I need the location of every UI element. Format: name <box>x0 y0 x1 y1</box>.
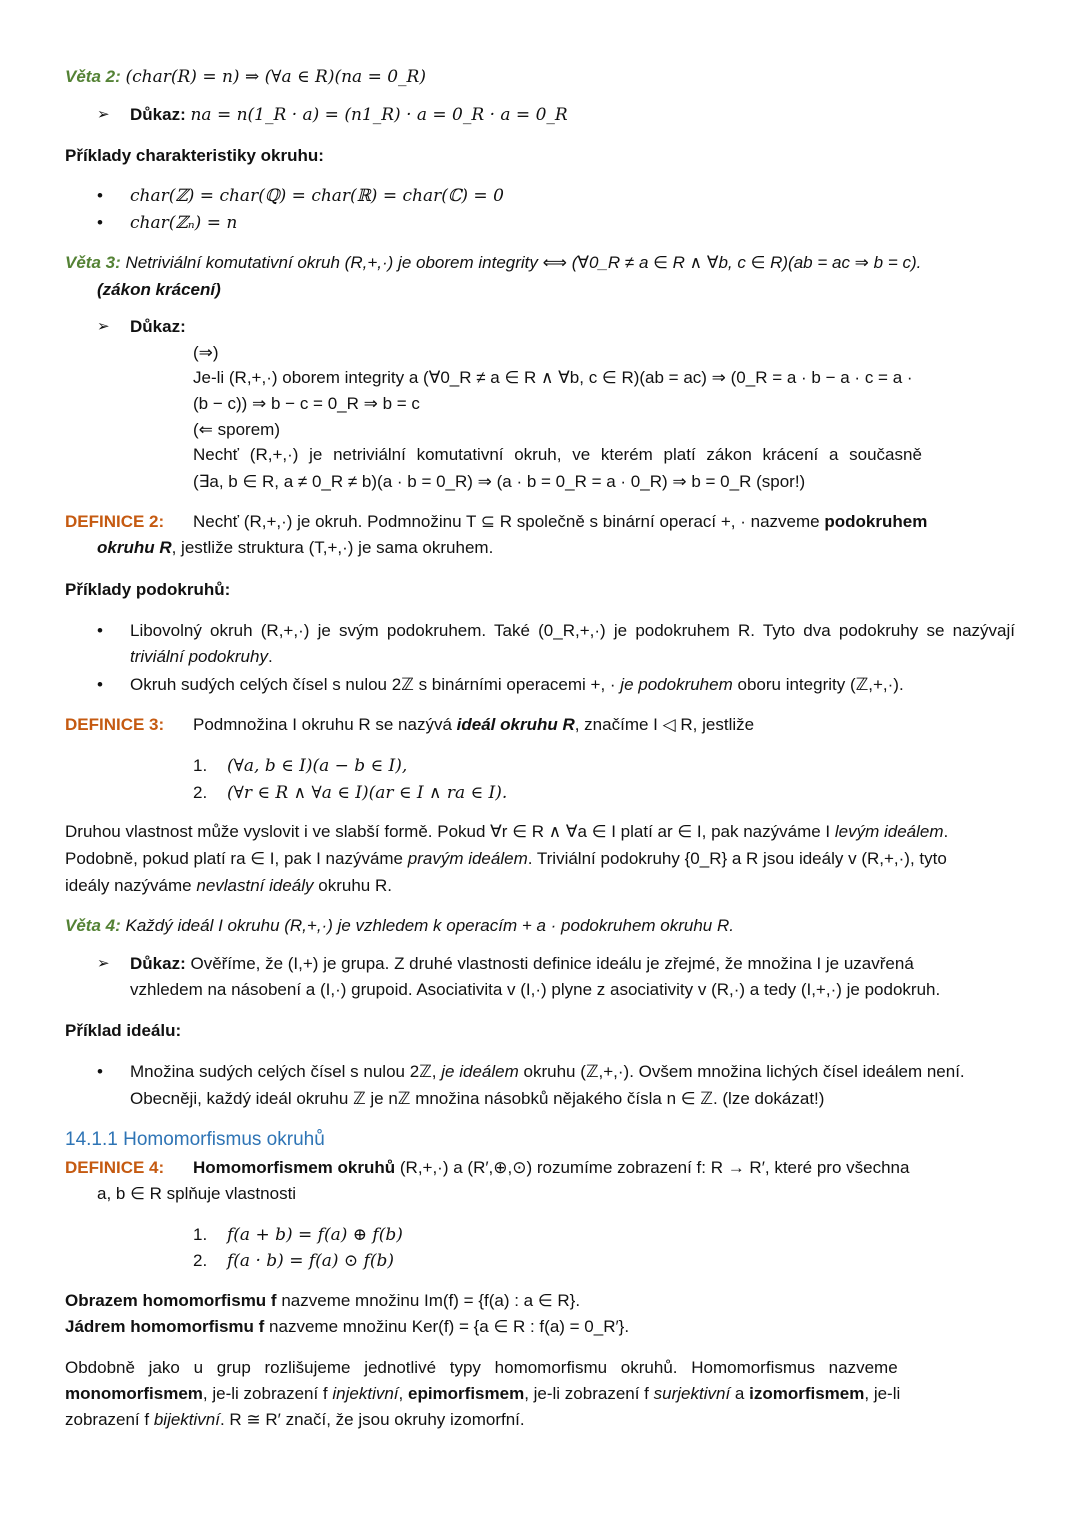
bullet-icon: • <box>97 675 103 694</box>
paragraph-line: ideály nazýváme nevlastní ideály okruhu R. <box>65 876 392 895</box>
examples-char-title: Příklady charakteristiky okruhu: <box>65 146 324 165</box>
definition-2-line2: okruhu R, jestliže struktura (T,+,·) je sama okruhem. <box>97 538 494 557</box>
proof-2 <box>130 102 1015 128</box>
paragraph-line: monomorfismem, je-li zobrazení f injektivní, epimorfismem, je-li zobrazení f surjektivní a izomorfismem, je-li <box>65 1384 901 1403</box>
arrow-bullet-icon: ➢ <box>97 106 110 123</box>
list-number: 1. <box>193 756 208 775</box>
proof-line: (⇐ sporem) <box>193 420 280 439</box>
list-item: • Libovolný okruh (R,+,·) je svým podokruhem. Také (0_R,+,·) je podokruhem R. Tyto dva podokruhy se nazývají triviální podokruhy. <box>97 618 1015 670</box>
definition-4-line1: Homomorfismem okruhů (R,+,·) a (R′,⊕,⊙) rozumíme zobrazení f: R → R′, které pro všechna <box>193 1158 910 1177</box>
paragraph-line: Obdobně jako u grup rozlišujeme jednotlivé typy homomorfismu okruhů. Homomorfismus nazveme <box>65 1358 898 1377</box>
theorem-text: Netriviální komutativní okruh (R,+,·) je oborem integrity ⟺ (∀0_R ≠ a ∈ R ∧ ∀b, c ∈ R)(ab = ac ⇒ b = c). <box>125 253 922 272</box>
proof-4-line2: vzhledem na násobení a (I,·) grupoid. Asociativita v (I,·) plyne z asociativity v (R,·) a tedy (I,+,·) je podokruh. <box>130 980 941 999</box>
arrow-bullet-icon: ➢ <box>97 955 110 972</box>
theorem-text: Každý ideál I okruhu (R,+,·) je vzhledem k operacím + a · podokruhem okruhu R. <box>125 916 734 935</box>
paragraph-line: Druhou vlastnost může vyslovit i ve slabší formě. Pokud ∀r ∈ R ∧ ∀a ∈ I platí ar ∈ I, pak nazýváme I levým ideálem. <box>65 822 949 841</box>
arrow-bullet-icon: ➢ <box>97 318 110 335</box>
proof-line: Je-li (R,+,·) oborem integrity a (∀0_R ≠ a ∈ R ∧ ∀b, c ∈ R)(ab = ac) ⇒ (0_R = a · b − a · c = a · <box>193 368 913 387</box>
examples-sub-title: Příklady podokruhů: <box>65 580 231 599</box>
definition-4-line2: a, b ∈ R splňuje vlastnosti <box>97 1184 297 1203</box>
list-number: 1. <box>193 1225 208 1244</box>
theorem-label: Věta 2: <box>65 67 121 86</box>
proof-label: Důkaz: <box>130 105 186 124</box>
theorem-formula: (char(R) = n) ⇒ (∀a ∈ R)(na = 0_R) <box>125 67 426 87</box>
proof-line: (b − c)) ⇒ b − c = 0_R ⇒ b = c <box>193 394 420 413</box>
proof-line: (∃a, b ∈ R, a ≠ 0_R ≠ b)(a · b = 0_R) ⇒ (a · b = 0_R = a · 0_R) ⇒ b = 0_R (spor!) <box>193 472 806 491</box>
definition-label: DEFINICE 3: <box>65 715 165 734</box>
example-ideal-title: Příklad ideálu: <box>65 1021 182 1040</box>
definition-2-line1: Nechť (R,+,·) je okruh. Podmnožinu T ⊆ R společně s binární operací +, · nazveme podokruhem <box>193 512 928 531</box>
proof-label: Důkaz: <box>130 317 186 336</box>
paragraph-line: zobrazení f bijektivní. R ≅ R′ značí, že jsou okruhy izomorfní. <box>65 1410 525 1429</box>
section-heading: 14.1.1 Homomorfismus okruhů <box>65 1129 325 1150</box>
theorem-label: Věta 3: <box>65 253 121 272</box>
proof-line: Nechť (R,+,·) je netriviální komutativní okruh, ve kterém platí zákon krácení a současně <box>193 445 922 464</box>
definition-3-text: Podmnožina I okruhu R se nazývá ideál okruhu R, značíme I ◁ R, jestliže <box>193 715 755 734</box>
list-item: • char(ℤ) = char(ℚ) = char(ℝ) = char(ℂ) = 0 <box>97 183 1015 209</box>
list-item: • Množina sudých celých čísel s nulou 2ℤ, je ideálem okruhu (ℤ,+,·). Ovšem množina lichých čísel ideálem není. <box>97 1059 1015 1085</box>
kernel-definition: Jádrem homomorfismu f nazveme množinu Ker(f) = {a ∈ R : f(a) = 0_R′}. <box>65 1317 630 1336</box>
condition: (∀r ∈ R ∧ ∀a ∈ I)(ar ∈ I ∧ ra ∈ I). <box>227 783 508 803</box>
condition: f(a + b) = f(a) ⊕ f(b) <box>227 1225 403 1245</box>
paragraph-line: Podobně, pokud platí ra ∈ I, pak I nazýváme pravým ideálem. Triviální podokruhy {0_R} a R jsou ideály v (R,+,·), tyto <box>65 849 947 868</box>
list-item: • Okruh sudých celých čísel s nulou 2ℤ s binárními operacemi +, · je podokruhem oboru integrity (ℤ,+,·). <box>97 672 1015 698</box>
list-item-continuation: Obecněji, každý ideál okruhu ℤ je nℤ množina násobků nějakého čísla n ∈ ℤ. (lze dokázat!) <box>130 1089 825 1108</box>
proof-formula: na = n(1_R · a) = (n1_R) · a = 0_R · a = 0_R <box>190 105 568 125</box>
condition: f(a · b) = f(a) ⊙ f(b) <box>227 1251 395 1271</box>
proof-line: (⇒) <box>193 343 219 362</box>
condition: (∀a, b ∈ I)(a − b ∈ I), <box>227 756 408 776</box>
theorem-3 <box>65 250 1015 276</box>
list-item: • char(ℤₙ) = n <box>97 210 1015 236</box>
bullet-icon: • <box>97 1062 103 1081</box>
image-definition: Obrazem homomorfismu f nazveme množinu Im(f) = {f(a) : a ∈ R}. <box>65 1291 581 1310</box>
definition-label: DEFINICE 4: <box>65 1158 165 1177</box>
theorem-2 <box>65 64 1015 90</box>
theorem-4 <box>65 913 1015 939</box>
theorem-note: (zákon krácení) <box>97 280 221 299</box>
list-number: 2. <box>193 783 208 802</box>
proof-4-line1: Důkaz: Ověříme, že (I,+) je grupa. Z druhé vlastnosti definice ideálu je zřejmé, že množina I je uzavřená <box>130 954 914 973</box>
bullet-icon: • <box>97 213 103 232</box>
definition-label: DEFINICE 2: <box>65 512 165 531</box>
theorem-label: Věta 4: <box>65 916 121 935</box>
bullet-icon: • <box>97 186 103 205</box>
list-number: 2. <box>193 1251 208 1270</box>
bullet-icon: • <box>97 621 103 640</box>
